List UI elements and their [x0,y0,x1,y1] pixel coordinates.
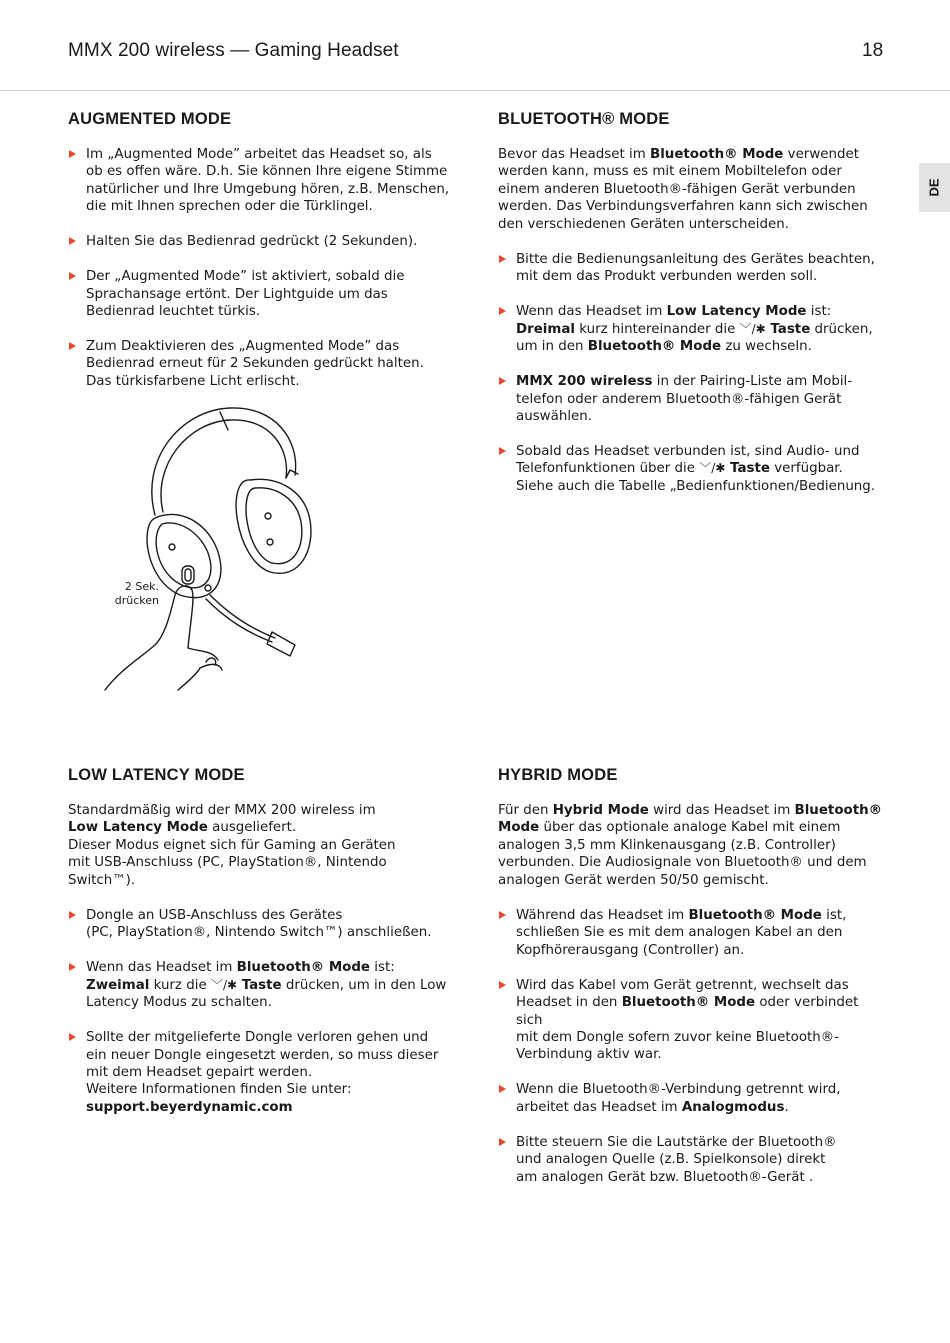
text-run: oder verbindet sich [516,995,859,1028]
text-line: Verbindung aktiv war. [516,1047,662,1063]
triangle-bullet-icon [69,150,76,158]
list-item [498,303,888,355]
text-run: ist: [370,960,395,976]
triangle-bullet-icon [499,911,506,919]
text-line: Halten Sie das Bedienrad gedrückt (2 Sekunden). [86,234,418,250]
text-line: Zum Deaktivieren des „Augmented Mode” das [86,339,400,355]
text-run: Wenn das Headset im [86,960,237,976]
bold-text: Mode [498,820,540,836]
triangle-bullet-icon [499,307,506,315]
bold-text: Hybrid Mode [552,803,649,818]
text-run: in der Pairing-Liste am Mobil- [652,374,853,390]
text-run: verwendet [783,147,859,162]
text-run: kurz hintereinander die [574,321,740,337]
section-title: BLUETOOTH® MODE [498,110,670,128]
bullet-list [498,251,888,495]
list-item [68,338,458,390]
text-line: Sobald das Headset verbunden ist, sind Audio- und [516,444,860,460]
list-item [498,1081,888,1116]
text-line: werden kann, muss es mit einem Mobiltelefon oder [498,164,842,180]
text-line: analogen 3,5 mm Klinkenausgang (z.B. Controller) [498,837,836,853]
bold-text: Low Latency Mode [666,304,807,320]
section-hybrid-mode [498,765,888,1204]
triangle-bullet-icon [499,447,506,455]
text-line: ein neuer Dongle eingesetzt werden, so muss dieser [86,1047,439,1063]
text-run: drücken, [810,321,873,337]
list-item [498,977,888,1064]
list-item [68,1029,458,1116]
intro-paragraph [498,802,888,889]
text-line [516,321,888,338]
text-line: mit dem Dongle sofern zuvor keine Bluetooth®- [516,1030,839,1046]
bold-text: Bluetooth® Mode [621,995,756,1011]
text-line: Im „Augmented Mode” arbeitet das Headset so, als [86,147,432,162]
language-tab [919,163,950,212]
bold-text: Low Latency Mode [68,820,208,836]
text-line: Bitte die Bedienungsanleitung des Gerätes beachten, [516,252,875,268]
page-header-title: MMX 200 wireless — Gaming Headset [68,40,399,61]
text-line: Bedienrad erneut für 2 Sekunden gedrückt halten. [86,356,424,372]
triangle-bullet-icon [69,911,76,919]
triangle-bullet-icon [499,981,506,989]
intro-paragraph [68,802,458,889]
text-line: Dongle an USB-Anschluss des Gerätes [86,908,343,924]
headset-illustration [100,400,330,695]
bold-text: Taste [725,461,770,477]
list-item [498,907,888,959]
bold-text: Dreimal [516,321,575,337]
text-run: kurz die [149,977,211,993]
header-divider [0,90,950,91]
caption-line: drücken [114,594,159,607]
text-line: Standardmäßig wird der MMX 200 wireless im [68,803,376,818]
text-line: Latency Modus zu schalten. [86,995,272,1011]
text-run: Headset in den [516,995,622,1011]
list-item [68,233,458,250]
text-run: . [784,1099,789,1115]
text-run: drücken, um in den Low [281,977,447,993]
illustration-caption [100,580,159,608]
triangle-bullet-icon [499,377,506,385]
text-line: Dieser Modus eignet sich für Gaming an Geräten [68,837,396,853]
text-line: Wird das Kabel vom Gerät getrennt, wechselt das [516,977,849,993]
bullet-list [498,907,888,1186]
triangle-bullet-icon [69,272,76,280]
text-line: ob es offen wäre. D.h. Sie können Ihre eigene Stimme [86,164,448,180]
text-line [516,460,888,477]
text-line [516,303,888,320]
list-item [498,1134,888,1186]
text-run: verfügbar. [769,461,843,477]
text-line [86,959,458,976]
triangle-bullet-icon [499,255,506,263]
text-line: Sollte der mitgelieferte Dongle verloren gehen und [86,1030,429,1046]
text-run: über das optionale analoge Kabel mit einem [539,820,841,836]
text-line [516,338,888,355]
list-item [498,373,888,425]
text-line: Der „Augmented Mode” ist aktiviert, sobald die [86,269,405,285]
bold-text: Analogmodus [681,1099,785,1115]
text-line: Bedienrad leuchtet türkis. [86,304,261,320]
triangle-bullet-icon [69,237,76,245]
text-line [68,819,458,836]
text-line [516,1099,888,1116]
bullet-list [68,907,458,1116]
text-run: zu wechseln. [721,339,812,355]
text-line [498,802,888,819]
triangle-bullet-icon [69,963,76,971]
text-line: schließen Sie es mit dem analogen Kabel an den [516,925,843,941]
text-line: Kopfhörerausgang (Controller) an. [516,942,745,958]
section-bluetooth-mode [498,109,888,513]
text-line: mit USB-Anschluss (PC, PlayStation®, Nintendo Switch™). [68,855,387,888]
section-title: AUGMENTED MODE [68,110,232,128]
list-item [68,146,458,216]
triangle-bullet-icon [69,342,76,350]
text-line: Bitte steuern Sie die Lautstärke der Bluetooth® [516,1134,837,1150]
triangle-bullet-icon [499,1085,506,1093]
text-run: ist, [821,908,847,924]
text-line [516,994,888,1029]
text-line [86,977,458,994]
bullet-list [68,146,458,390]
text-line: am analogen Gerät bzw. Bluetooth®-Gerät . [516,1169,814,1185]
text-line: die mit Ihnen sprechen oder die Türklingel. [86,199,373,215]
text-run: um in den [516,339,588,355]
bold-text: Zweimal [86,977,150,993]
text-line: verbunden. Die Audiosignale von Bluetooth® und dem [498,855,867,871]
bold-text: Bluetooth® Mode [587,339,722,355]
bold-text: Bluetooth® Mode [236,960,371,976]
triangle-bullet-icon [69,1033,76,1041]
bold-text: Bluetooth® Mode [688,908,822,924]
intro-paragraph [498,146,888,233]
bold-text: Bluetooth® [794,803,883,818]
list-item [68,268,458,320]
text-line: Wenn die Bluetooth®-Verbindung getrennt wird, [516,1082,841,1098]
text-run: wird das Headset im [648,803,795,818]
section-title: LOW LATENCY MODE [68,766,245,784]
text-line: Siehe auch die Tabelle „Bedienfunktionen/Bedienung. [516,478,876,494]
text-line: werden. Das Verbindungsverfahren kann sich zwischen [498,199,868,215]
mode-bluetooth-button-icon: ﹀/✱ [699,461,726,476]
section-augmented-mode [68,109,458,408]
mode-bluetooth-button-icon: ﹀/✱ [739,321,766,336]
bold-text: Taste [237,977,282,993]
text-line [516,907,888,924]
section-low-latency-mode [68,765,458,1134]
bold-text: Taste [765,321,811,337]
list-item [68,907,458,942]
text-run: ausgeliefert. [207,820,297,836]
text-line [516,373,888,390]
text-line: Weitere Informationen finden Sie unter: [86,1082,352,1098]
text-line: Sprachansage ertönt. Der Lightguide um das [86,286,388,302]
text-run: Während das Headset im [516,908,689,924]
text-run: Wenn das Headset im [516,304,667,320]
text-line: mit dem das Produkt verbunden werden soll. [516,269,818,285]
mode-bluetooth-button-icon: ﹀/✱ [210,977,238,992]
text-line: mit dem Headset gepairt werden. [86,1065,313,1081]
text-run: Telefonfunktionen über die [516,461,700,477]
text-line: den verschiedenen Geräten unterscheiden. [498,216,789,232]
text-line: (PC, PlayStation®, Nintendo Switch™) anschließen. [86,925,432,941]
section-title: HYBRID MODE [498,766,618,784]
text-line: und analogen Quelle (z.B. Spielkonsole) direkt [516,1152,826,1168]
caption-line: 2 Sek. [124,580,159,593]
text-run: arbeitet das Headset im [516,1099,682,1115]
text-line: auswählen. [516,409,593,425]
text-line: telefon oder anderem Bluetooth®-fähigen Gerät [516,391,842,407]
bold-text: MMX 200 wireless [516,374,653,390]
text-line: analogen Gerät werden 50/50 gemischt. [498,872,769,888]
bold-text: Bluetooth® Mode [650,147,784,162]
text-line: natürlicher und Ihre Umgebung hören, z.B. Menschen, [86,181,450,197]
text-line [498,146,888,163]
text-line [498,819,888,836]
text-run: Für den [498,803,553,818]
support-link[interactable]: support.beyerdynamic.com [86,1099,293,1115]
text-run: Bevor das Headset im [498,147,650,162]
list-item [498,251,888,286]
text-line: Das türkisfarbene Licht erlischt. [86,373,300,389]
triangle-bullet-icon [499,1138,506,1146]
language-tab-label: DE [927,178,942,197]
text-line: einem anderen Bluetooth®-fähigen Gerät verbunden [498,181,856,197]
list-item [498,443,888,495]
list-item [68,959,458,1011]
text-run: ist: [806,304,832,320]
page-number: 18 [862,40,884,61]
